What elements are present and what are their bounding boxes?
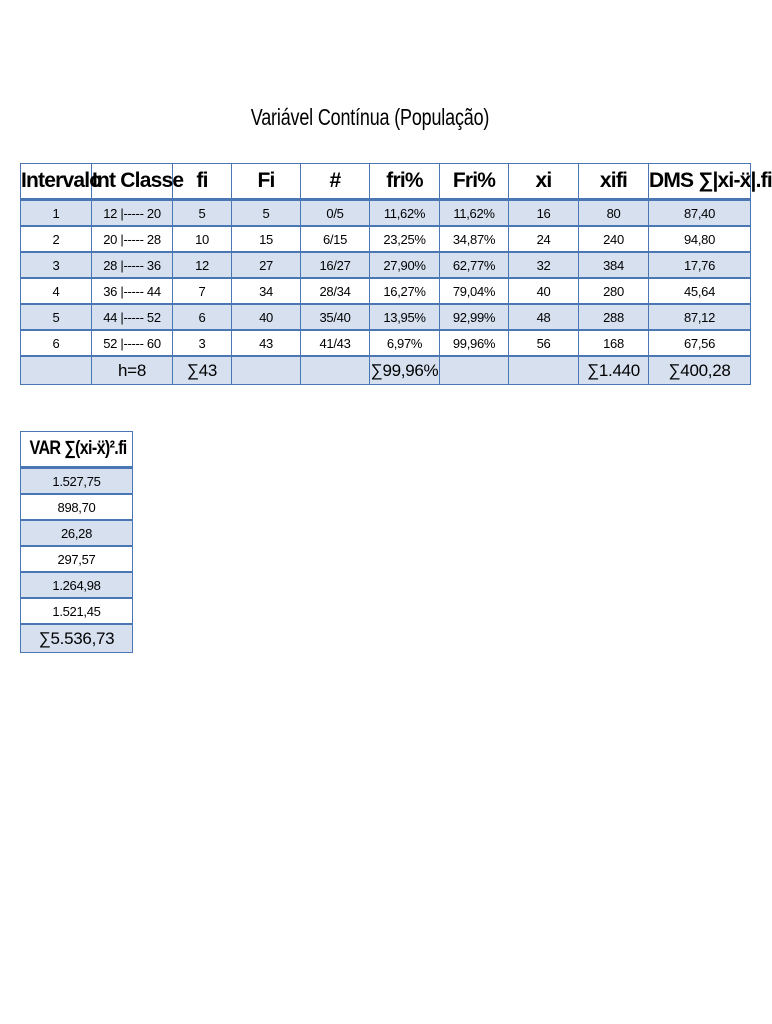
summary-cell xyxy=(232,356,301,385)
table-cell: 7 xyxy=(173,278,232,304)
table-cell: 5 xyxy=(232,200,301,227)
table-cell: 5 xyxy=(21,304,92,330)
header-hash: # xyxy=(301,164,370,200)
table-cell: 40 xyxy=(509,278,579,304)
variance-row xyxy=(21,468,133,495)
table-header-row xyxy=(21,164,751,200)
header-var xyxy=(21,432,133,468)
header-fri-percent: fri% xyxy=(370,164,440,200)
table-cell: 67,56 xyxy=(649,330,751,356)
header-Fi-cumulative: Fi xyxy=(232,164,301,200)
variance-row xyxy=(21,598,133,624)
table-cell: 43 xyxy=(232,330,301,356)
header-fi: fi xyxy=(173,164,232,200)
variance-cell: 26,28 xyxy=(21,520,133,546)
table-row xyxy=(21,304,751,330)
table-cell: 384 xyxy=(579,252,649,278)
variance-row xyxy=(21,546,133,572)
table-cell: 62,77% xyxy=(440,252,509,278)
summary-cell xyxy=(21,356,92,385)
table-cell: 80 xyxy=(579,200,649,227)
table-cell: 32 xyxy=(509,252,579,278)
table-cell: 44 |----- 52 xyxy=(92,304,173,330)
table-cell: 0/5 xyxy=(301,200,370,227)
table-cell: 6/15 xyxy=(301,226,370,252)
table-row xyxy=(21,200,751,227)
header-dms: DMS ∑|xi-ẍ|.fi xyxy=(649,164,751,200)
table-cell: 6 xyxy=(21,330,92,356)
variance-header-row xyxy=(21,432,133,468)
table-cell: 17,76 xyxy=(649,252,751,278)
table-cell: 288 xyxy=(579,304,649,330)
table-row xyxy=(21,252,751,278)
variance-row xyxy=(21,572,133,598)
table-cell: 48 xyxy=(509,304,579,330)
table-cell: 6 xyxy=(173,304,232,330)
table-cell: 27 xyxy=(232,252,301,278)
summary-cell: ∑99,96% xyxy=(370,356,440,385)
table-cell: 41/43 xyxy=(301,330,370,356)
variance-row xyxy=(21,520,133,546)
table-cell: 40 xyxy=(232,304,301,330)
table-cell: 28 |----- 36 xyxy=(92,252,173,278)
variance-cell: 1.521,45 xyxy=(21,598,133,624)
table-cell: 34,87% xyxy=(440,226,509,252)
table-cell: 34 xyxy=(232,278,301,304)
table-cell: 99,96% xyxy=(440,330,509,356)
table-cell: 15 xyxy=(232,226,301,252)
summary-row xyxy=(21,356,751,385)
table-cell: 2 xyxy=(21,226,92,252)
table-cell: 79,04% xyxy=(440,278,509,304)
table-cell: 87,12 xyxy=(649,304,751,330)
summary-cell: ∑1.440 xyxy=(579,356,649,385)
summary-cell: ∑43 xyxy=(173,356,232,385)
variance-sum-cell: ∑5.536,73 xyxy=(21,624,133,653)
header-var-label: VAR ∑(xi-ẍ)².fi xyxy=(29,438,127,459)
summary-cell xyxy=(440,356,509,385)
summary-cell xyxy=(509,356,579,385)
page-title: Variável Contínua (População) xyxy=(250,104,490,130)
table-cell: 13,95% xyxy=(370,304,440,330)
header-intervalo: Intervalo xyxy=(21,164,92,200)
table-cell: 52 |----- 60 xyxy=(92,330,173,356)
summary-cell: h=8 xyxy=(92,356,173,385)
table-cell: 45,64 xyxy=(649,278,751,304)
summary-cell: ∑400,28 xyxy=(649,356,751,385)
variance-sum-row xyxy=(21,624,133,653)
table-cell: 11,62% xyxy=(370,200,440,227)
table-cell: 4 xyxy=(21,278,92,304)
table-cell: 87,40 xyxy=(649,200,751,227)
table-cell: 3 xyxy=(173,330,232,356)
table-cell: 280 xyxy=(579,278,649,304)
table-cell: 92,99% xyxy=(440,304,509,330)
variance-cell: 898,70 xyxy=(21,494,133,520)
table-cell: 28/34 xyxy=(301,278,370,304)
frequency-table xyxy=(20,163,772,385)
table-cell: 56 xyxy=(509,330,579,356)
variance-cell: 1.264,98 xyxy=(21,572,133,598)
table-cell: 20 |----- 28 xyxy=(92,226,173,252)
table-cell: 36 |----- 44 xyxy=(92,278,173,304)
table-cell: 240 xyxy=(579,226,649,252)
variance-table xyxy=(20,431,133,653)
table-cell: 10 xyxy=(173,226,232,252)
table-cell: 27,90% xyxy=(370,252,440,278)
table-cell: 11,62% xyxy=(440,200,509,227)
table-cell: 35/40 xyxy=(301,304,370,330)
table-cell: 3 xyxy=(21,252,92,278)
table-cell: 16,27% xyxy=(370,278,440,304)
table-cell: 23,25% xyxy=(370,226,440,252)
table-cell: 94,80 xyxy=(649,226,751,252)
table-cell: 6,97% xyxy=(370,330,440,356)
table-row xyxy=(21,278,751,304)
table-cell: 12 |----- 20 xyxy=(92,200,173,227)
variance-cell: 1.527,75 xyxy=(21,468,133,495)
table-cell: 24 xyxy=(509,226,579,252)
variance-row xyxy=(21,494,133,520)
table-row xyxy=(21,330,751,356)
table-cell: 168 xyxy=(579,330,649,356)
table-cell: 5 xyxy=(173,200,232,227)
table-cell: 16 xyxy=(509,200,579,227)
variance-cell: 297,57 xyxy=(21,546,133,572)
summary-cell xyxy=(301,356,370,385)
table-cell: 1 xyxy=(21,200,92,227)
header-xi: xi xyxy=(509,164,579,200)
table-cell: 16/27 xyxy=(301,252,370,278)
table-cell: 12 xyxy=(173,252,232,278)
table-row xyxy=(21,226,751,252)
header-Fri-percent: Fri% xyxy=(440,164,509,200)
header-xifi: xifi xyxy=(579,164,649,200)
header-int-classe: Int Classe xyxy=(92,164,173,200)
